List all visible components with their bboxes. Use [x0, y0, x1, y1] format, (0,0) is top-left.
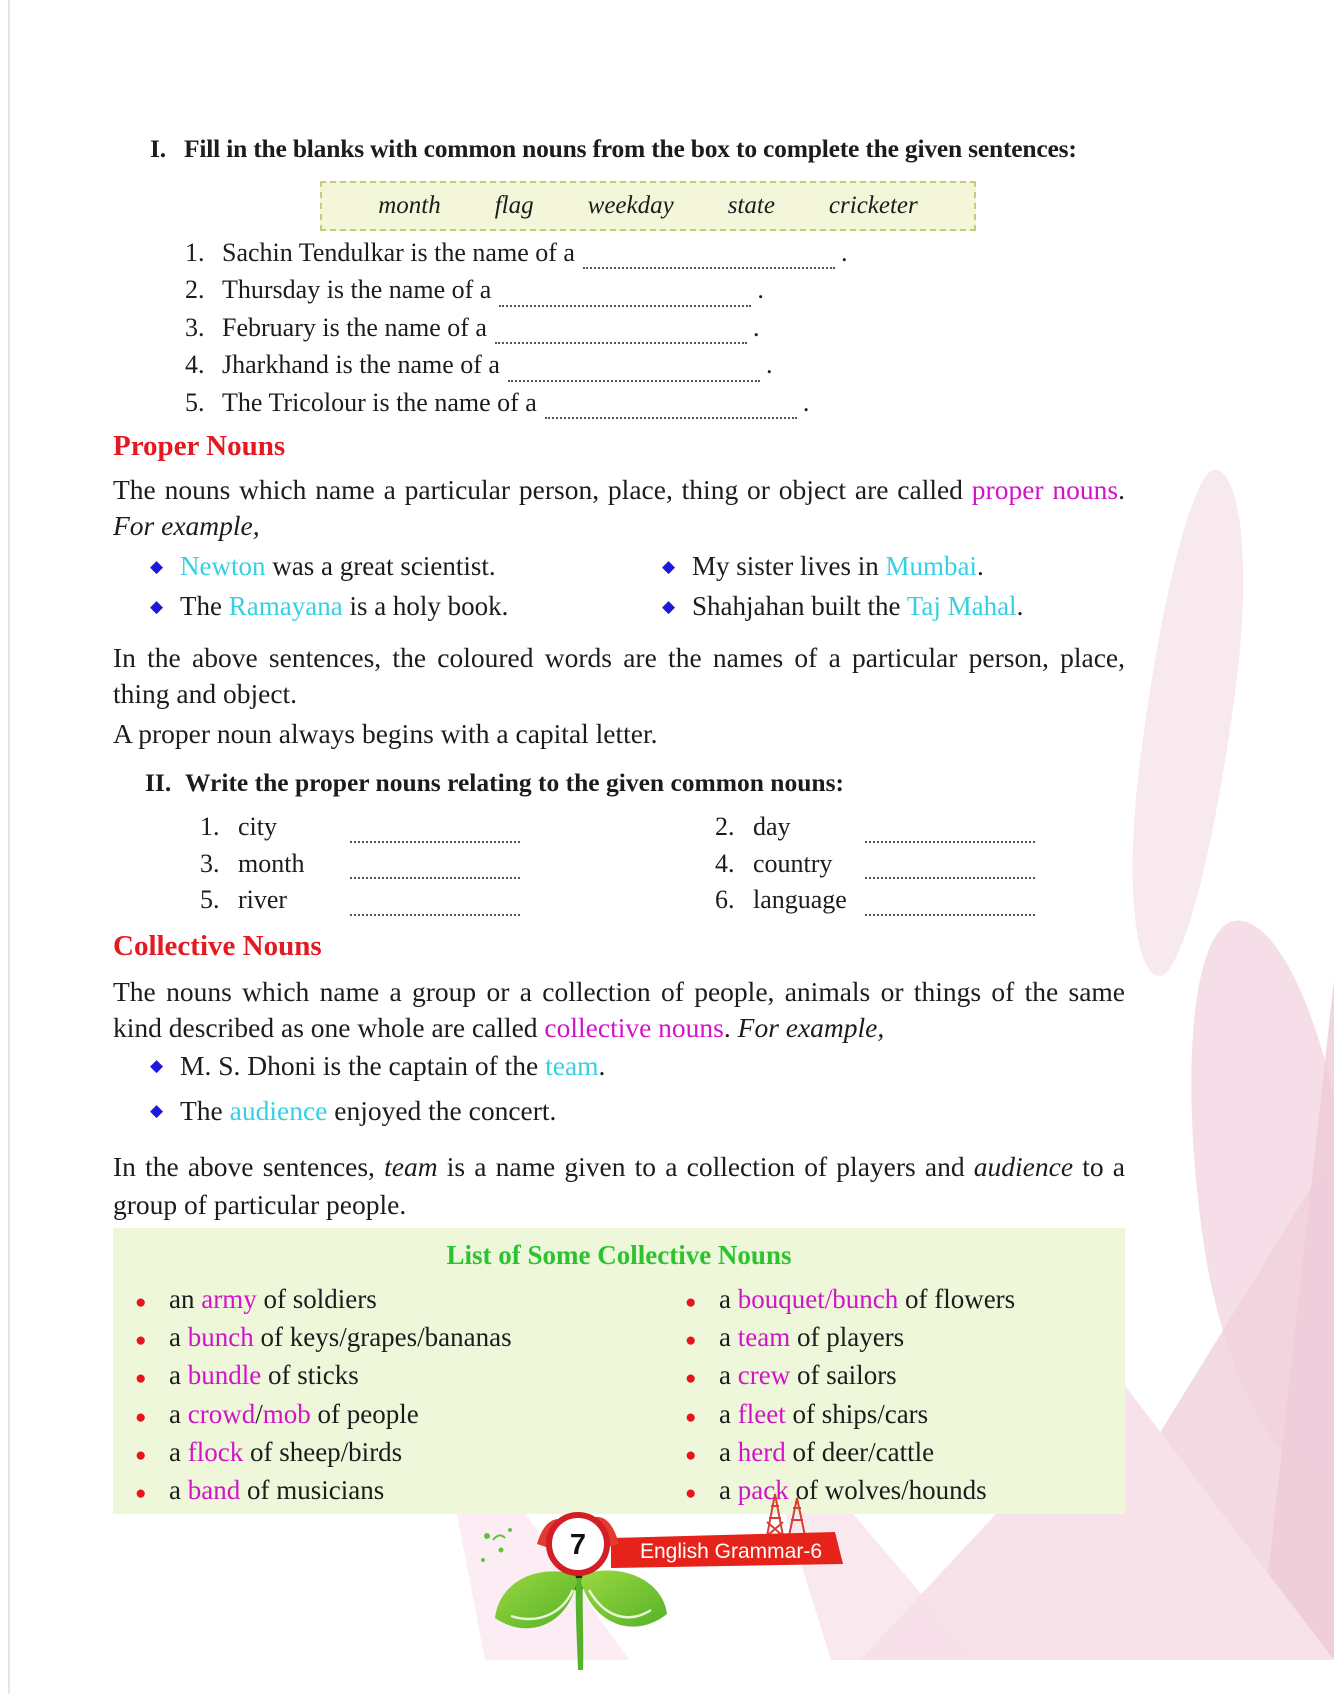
page-edge-line	[8, 0, 10, 1694]
text-segment: a	[719, 1284, 738, 1314]
text-segment: Taj Mahal	[906, 591, 1017, 621]
bullet-icon: ●	[685, 1483, 697, 1505]
collective-nouns-examples	[150, 1050, 1150, 1127]
bullet-icon: ●	[135, 1368, 147, 1390]
text-segment: .	[723, 1012, 738, 1043]
bullet-icon: ●	[685, 1292, 697, 1314]
text-segment: flock	[187, 1436, 244, 1467]
collective-noun-text	[169, 1360, 359, 1391]
proper-nouns-intro-paragraph	[113, 472, 1125, 544]
common-noun-item	[715, 849, 1135, 886]
text-segment: of people	[310, 1398, 419, 1429]
text-segment: The	[180, 591, 229, 621]
text-segment: a	[169, 1360, 188, 1391]
text-segment: of wolves/hounds	[788, 1474, 987, 1505]
item-number: 4.	[715, 848, 735, 878]
exercise-heading-text: Write the proper nouns relating to the given common nouns:	[185, 768, 845, 797]
fill-blank-sentence	[185, 238, 1135, 275]
text-segment: a	[719, 1436, 738, 1467]
sentence-number: 5.	[185, 387, 205, 417]
answer-blank	[865, 861, 1035, 879]
text-segment: of keys/grapes/bananas	[253, 1322, 512, 1353]
text-segment: was a great scientist.	[265, 551, 496, 581]
text-segment: team	[384, 1151, 438, 1182]
collective-noun-item	[135, 1399, 675, 1437]
collective-noun-item	[685, 1284, 1115, 1322]
proper-nouns-explanation: In the above sentences, the coloured words are the names of a particular person, place, thing and object.	[113, 642, 1125, 709]
answer-blank	[508, 364, 760, 382]
sentence-number: 2.	[185, 275, 205, 305]
text-segment: For example,	[113, 510, 260, 541]
text-segment: an	[169, 1284, 202, 1314]
text-segment: a	[169, 1474, 188, 1505]
bullet-icon: ●	[135, 1292, 147, 1314]
text-segment: bundle	[187, 1360, 262, 1391]
sentence-text: Thursday is the name of a	[222, 275, 492, 305]
answer-blank	[583, 251, 835, 269]
word-box-word: month	[378, 192, 441, 219]
text-segment: bouquet/bunch	[737, 1284, 899, 1314]
text-segment: .	[1118, 474, 1125, 505]
answer-blank	[545, 401, 797, 419]
answer-blank	[350, 898, 520, 916]
text-segment: a	[719, 1474, 738, 1505]
example-text	[692, 591, 1023, 622]
section-heading-collective-nouns: Collective Nouns	[113, 930, 322, 962]
text-segment: a	[719, 1322, 738, 1353]
text-segment: of sheep/birds	[243, 1436, 403, 1467]
collective-noun-text	[169, 1284, 377, 1315]
text-segment: is a name given to a collection of players and	[437, 1151, 974, 1182]
common-noun-item	[200, 812, 715, 849]
fill-blank-sentence	[185, 313, 1135, 350]
diamond-bullet-icon: ◆	[150, 556, 164, 576]
text-segment: Newton	[180, 551, 266, 581]
collective-noun-text	[719, 1322, 904, 1353]
collective-nouns-explanation	[113, 1148, 1125, 1224]
answer-blank	[499, 289, 751, 307]
collective-noun-item	[685, 1360, 1115, 1398]
collective-noun-text	[169, 1399, 419, 1430]
text-segment: band	[187, 1474, 241, 1505]
text-segment: fleet	[737, 1398, 786, 1429]
text-segment: The nouns which name a group or a collection of people, animals or things of the same kind described as one whole are called	[113, 976, 1125, 1043]
collective-noun-item	[685, 1322, 1115, 1360]
exercise-1-heading	[150, 134, 1140, 164]
fill-blank-sentence	[185, 350, 1135, 387]
fill-blank-sentence	[185, 388, 1135, 425]
sentence-period: .	[752, 312, 760, 342]
word-box-word: weekday	[587, 192, 674, 219]
diamond-bullet-icon: ◆	[662, 596, 676, 616]
word-box-word: cricketer	[828, 192, 918, 219]
diamond-bullet-icon: ◆	[662, 556, 676, 576]
collective-nouns-list-box	[113, 1228, 1125, 1514]
sentence-period: .	[757, 275, 764, 305]
example-sentence	[662, 551, 1135, 582]
diamond-bullet-icon: ◆	[150, 1101, 164, 1120]
common-noun-item	[715, 812, 1135, 849]
text-segment: of players	[790, 1322, 905, 1353]
footer-artwork	[415, 1478, 845, 1690]
common-noun-label: day	[753, 812, 791, 841]
page-number: 7	[569, 1529, 587, 1561]
text-segment: of soldiers	[256, 1284, 377, 1314]
collective-noun-item	[135, 1322, 675, 1360]
text-segment: The nouns which name a particular person, place, thing or object are called	[113, 474, 972, 505]
collective-noun-item	[135, 1437, 675, 1475]
common-noun-item	[200, 849, 715, 886]
example-sentence	[150, 1095, 1150, 1127]
text-segment: to a group of particular people.	[113, 1151, 1125, 1220]
text-segment: a	[169, 1322, 188, 1353]
text-segment: team	[545, 1050, 599, 1081]
text-segment: For example,	[737, 1012, 885, 1043]
answer-blank	[350, 861, 520, 879]
sentence-text: Sachin Tendulkar is the name of a	[222, 238, 575, 267]
example-text	[180, 1050, 605, 1082]
collective-noun-text	[719, 1360, 897, 1391]
bullet-icon: ●	[685, 1444, 697, 1466]
exercise-number: I.	[150, 134, 166, 163]
word-box-word: state	[727, 192, 775, 219]
sentence-text: The Tricolour is the name of a	[222, 387, 537, 417]
list-box-title: List of Some Collective Nouns	[446, 1240, 792, 1270]
word-box	[320, 181, 976, 231]
text-segment: of musicians	[240, 1474, 385, 1505]
text-segment: proper nouns	[971, 474, 1119, 505]
exercise-heading-text: Fill in the blanks with common nouns from the box to complete the given sentences:	[184, 134, 1077, 163]
diamond-bullet-icon: ◆	[150, 1056, 164, 1075]
common-noun-label: city	[238, 812, 277, 841]
fill-blank-sentence	[185, 275, 1135, 312]
text-segment: audience	[229, 1095, 328, 1126]
text-segment: collective nouns	[544, 1012, 724, 1043]
common-noun-item	[200, 885, 715, 922]
text-segment: .	[598, 1050, 606, 1081]
collective-noun-text	[719, 1437, 934, 1468]
sentence-period: .	[840, 238, 848, 267]
text-segment: pack	[737, 1474, 789, 1505]
word-box-word: flag	[494, 192, 534, 219]
text-segment: crowd	[187, 1398, 256, 1429]
example-text	[692, 551, 984, 582]
stem-icon	[576, 1578, 584, 1670]
sentence-number: 4.	[185, 350, 205, 380]
example-text	[180, 1095, 556, 1127]
text-segment: team	[737, 1322, 791, 1353]
text-segment: a	[719, 1360, 738, 1391]
text-segment: bunch	[187, 1322, 254, 1353]
text-segment: The	[180, 1095, 230, 1126]
sentence-number: 3.	[185, 312, 205, 342]
text-segment: Shahjahan built the	[692, 591, 907, 621]
bullet-icon: ●	[135, 1483, 147, 1505]
collective-noun-item	[135, 1284, 675, 1322]
bullet-icon: ●	[135, 1330, 147, 1352]
text-segment: army	[201, 1284, 257, 1314]
exercise-number: II.	[145, 768, 172, 797]
book-title: English Grammar-6	[639, 1540, 823, 1563]
common-noun-item	[715, 885, 1135, 922]
text-segment: M. S. Dhoni is the captain of the	[180, 1050, 546, 1081]
text-segment: mob	[262, 1398, 311, 1429]
collective-noun-text	[169, 1475, 384, 1506]
proper-nouns-examples	[150, 551, 1135, 622]
text-segment: My sister lives in	[692, 551, 886, 581]
bullet-icon: ●	[135, 1444, 147, 1466]
collective-nouns-intro-paragraph	[113, 974, 1125, 1046]
example-sentence	[150, 1050, 1150, 1082]
proper-noun-writing-grid	[200, 812, 1135, 922]
common-noun-label: language	[753, 885, 847, 915]
text-segment: In the above sentences,	[113, 1151, 385, 1182]
exercise-2-heading	[145, 768, 1135, 798]
common-noun-label: river	[238, 885, 288, 915]
answer-blank	[350, 825, 520, 843]
collective-noun-text	[719, 1284, 1015, 1315]
collective-noun-item	[685, 1399, 1115, 1437]
answer-blank	[865, 898, 1035, 916]
example-text	[180, 591, 508, 622]
text-segment: of sticks	[261, 1360, 359, 1391]
item-number: 5.	[200, 885, 220, 915]
answer-blank	[495, 326, 747, 344]
bullet-icon: ●	[685, 1330, 697, 1352]
background-petal	[1114, 465, 1262, 982]
bullet-icon: ●	[135, 1406, 147, 1428]
example-sentence	[150, 551, 662, 582]
text-segment: of flowers	[898, 1284, 1016, 1314]
text-segment: a	[169, 1398, 188, 1429]
diamond-bullet-icon: ◆	[150, 596, 164, 616]
common-noun-label: month	[238, 848, 305, 878]
item-number: 1.	[200, 812, 220, 841]
text-segment: a	[169, 1436, 188, 1467]
text-segment: Ramayana	[228, 591, 343, 621]
section-heading-proper-nouns: Proper Nouns	[113, 430, 286, 462]
sentence-number: 1.	[185, 238, 205, 267]
sentence-period: .	[802, 387, 810, 417]
sentence-text: Jharkhand is the name of a	[222, 350, 500, 380]
sparkles-icon	[481, 1528, 512, 1562]
item-number: 3.	[200, 848, 220, 878]
text-segment: /	[255, 1398, 263, 1429]
text-segment: of deer/cattle	[785, 1436, 935, 1467]
example-sentence	[150, 591, 662, 622]
answer-blank	[865, 825, 1035, 843]
text-segment: of sailors	[790, 1360, 897, 1391]
item-number: 6.	[715, 885, 735, 915]
collective-noun-item	[685, 1437, 1115, 1475]
towers-icon	[767, 1494, 805, 1536]
collective-noun-text	[169, 1437, 402, 1468]
sentence-period: .	[765, 350, 773, 380]
text-segment: of ships/cars	[785, 1398, 929, 1429]
example-sentence	[662, 591, 1135, 622]
collective-noun-text	[169, 1322, 512, 1353]
text-segment: .	[1016, 591, 1024, 621]
proper-nouns-rule: A proper noun always begins with a capital letter.	[113, 718, 658, 749]
sentence-text: February is the name of a	[222, 312, 487, 342]
text-segment: enjoyed the concert.	[327, 1095, 557, 1126]
collective-noun-item	[135, 1360, 675, 1398]
bullet-icon: ●	[685, 1406, 697, 1428]
text-segment: Mumbai	[885, 551, 977, 581]
text-segment: crew	[737, 1360, 791, 1391]
fill-blank-sentences	[185, 238, 1135, 425]
text-segment: audience	[973, 1151, 1074, 1182]
item-number: 2.	[715, 812, 735, 841]
common-noun-label: country	[753, 848, 833, 878]
text-segment: .	[977, 551, 984, 581]
text-segment: is a holy book.	[342, 591, 509, 621]
bullet-icon: ●	[685, 1368, 697, 1390]
text-segment: a	[719, 1398, 738, 1429]
collective-noun-text	[719, 1399, 928, 1430]
text-segment: herd	[737, 1436, 786, 1467]
example-text	[180, 551, 496, 582]
